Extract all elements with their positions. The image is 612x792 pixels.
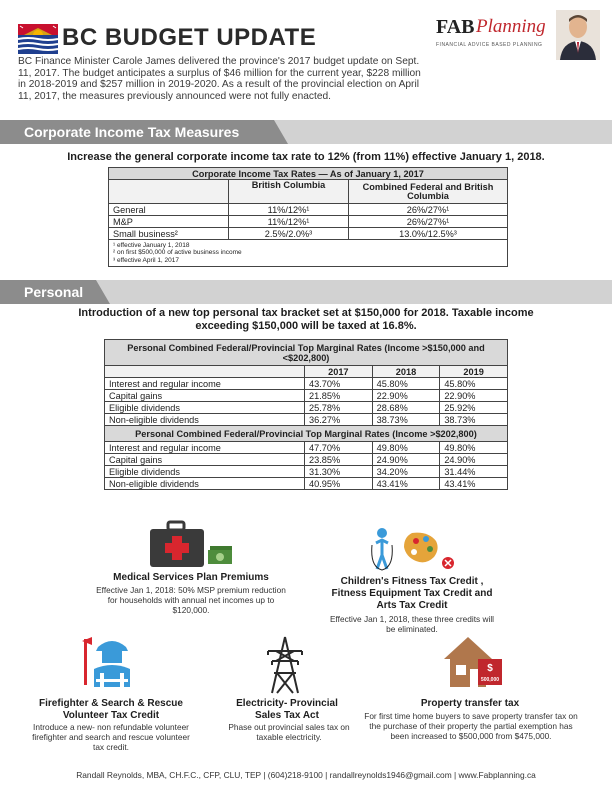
rate-2019: 22.90%: [440, 390, 508, 402]
row-combined-value: 26%/27%¹: [349, 216, 508, 228]
personal-table-title-2: Personal Combined Federal/Provincial Top Marginal Rates (Income >$202,800): [105, 426, 508, 442]
row-label: Non-eligible dividends: [105, 478, 305, 490]
row-bc-value: 11%/12%¹: [229, 204, 349, 216]
row-label: Interest and regular income: [105, 378, 305, 390]
row-bc-value: 2.5%/2.0%³: [229, 228, 349, 240]
rate-2018: 28.68%: [372, 402, 440, 414]
rate-2017: 47.70%: [305, 442, 373, 454]
logo-planning-text: Planning: [476, 16, 546, 37]
table-row: [105, 478, 508, 490]
rate-2018: 22.90%: [372, 390, 440, 402]
table-row: [105, 414, 508, 426]
corporate-header-combined: Combined Federal and British Columbia: [349, 180, 508, 204]
corporate-table-notes: [109, 240, 508, 267]
row-bc-value: 11%/12%¹: [229, 216, 349, 228]
table-row: [105, 390, 508, 402]
electricity-title: Electricity- Provincial Sales Tax Act: [236, 698, 338, 721]
personal-tax-table: [104, 339, 508, 490]
rate-2018: 38.73%: [372, 414, 440, 426]
table-row: [109, 216, 508, 228]
table-row: [109, 228, 508, 240]
footnote: ³ effective April 1, 2017: [113, 256, 180, 264]
rate-2018: 34.20%: [372, 466, 440, 478]
msp-body: Effective Jan 1, 2018: 50% MSP premium reduction for households with annual net incomes up to $120,000.: [96, 585, 286, 615]
rate-2017: 21.85%: [305, 390, 373, 402]
intro-paragraph: BC Finance Minister Carole James delivered the province's 2017 budget update on Sept. 11, 2017. The budget anticipates a surplus of $46 million for the current year, $228 million in 2018-2019 and $257 million in 2019-2020. As a result of the provincial election on April 11, 2017, the measures previously announced were not fully enacted.: [18, 56, 421, 102]
footnote: ² on first $500,000 of active business income: [113, 249, 242, 257]
rate-2018: 24.90%: [372, 454, 440, 466]
row-label: Capital gains: [105, 454, 305, 466]
row-label: Small business²: [109, 228, 229, 240]
table-row: [105, 378, 508, 390]
row-label: M&P: [109, 216, 229, 228]
rate-2019: 31.44%: [440, 466, 508, 478]
footnote: ¹ effective January 1, 2018: [113, 242, 190, 249]
electricity-body: Phase out provincial sales tax on taxable electricity.: [228, 722, 350, 742]
table-row: [105, 442, 508, 454]
row-label: General: [109, 204, 229, 216]
advisor-photo-icon: [556, 10, 600, 60]
rate-2017: 36.27%: [305, 414, 373, 426]
corporate-lead: Increase the general corporate income tax rate to 12% (from 11%) effective January 1, 2018.: [67, 151, 545, 163]
corporate-table-title: Corporate Income Tax Rates — As of January 1, 2017: [109, 168, 508, 180]
year-header: 2017: [305, 366, 373, 378]
row-label: Eligible dividends: [105, 402, 305, 414]
corporate-tax-table: [108, 167, 508, 267]
rate-2019: 38.73%: [440, 414, 508, 426]
personal-lead: Introduction of a new top personal tax bracket set at $150,000 for 2018. Taxable income exceeding $150,000 will be taxed at 16.8%.: [78, 307, 534, 332]
medical-kit-icon: [148, 520, 234, 568]
section-heading-personal: Personal: [24, 284, 84, 300]
footer-contact: Randall Reynolds, MBA, CH.F.C., CFP, CLU, TEP | (604)218-9100 | randallreynolds1946@gmail.com | www.Fabplanning.ca: [76, 770, 536, 780]
firefighter-title: Firefighter & Search & Rescue Volunteer Tax Credit: [39, 698, 183, 721]
rate-2018: 43.41%: [372, 478, 440, 490]
msp-title: Medical Services Plan Premiums: [113, 572, 269, 583]
rate-2019: 43.41%: [440, 478, 508, 490]
fitness-body: Effective Jan 1, 2018, these three credits will be eliminated.: [329, 614, 495, 634]
logo-fab-text: FAB: [436, 16, 475, 38]
rate-2019: 24.90%: [440, 454, 508, 466]
rate-2019: 49.80%: [440, 442, 508, 454]
rate-2017: 25.78%: [305, 402, 373, 414]
power-tower-icon: [264, 635, 306, 695]
corporate-header-blank: [109, 180, 229, 204]
rate-2017: 40.95%: [305, 478, 373, 490]
rate-2017: 23.85%: [305, 454, 373, 466]
page-title: BC BUDGET UPDATE: [62, 24, 317, 51]
year-header: 2018: [372, 366, 440, 378]
personal-table-title-1: Personal Combined Federal/Provincial Top Marginal Rates (Income >$150,000 and <$202,800): [105, 340, 508, 366]
rate-2017: 43.70%: [305, 378, 373, 390]
fab-planning-logo: [428, 10, 600, 60]
property-body: For first time home buyers to save property transfer tax on the purchase of their property the partial exemption has been increased to $500,000 from $475,000.: [364, 711, 578, 741]
rate-2018: 49.80%: [372, 442, 440, 454]
table-row: [105, 454, 508, 466]
corporate-header-bc: British Columbia: [229, 180, 349, 204]
property-title: Property transfer tax: [420, 698, 520, 709]
fitness-arts-icon: [368, 527, 458, 571]
price-tag-sign: $: [487, 663, 493, 674]
row-label: Interest and regular income: [105, 442, 305, 454]
firefighter-body: Introduce a new- non refundable volunteer firefighter and search and rescue volunteer tax credit.: [32, 722, 190, 752]
firefighter-icon: [82, 635, 138, 689]
row-combined-value: 13.0%/12.5%³: [349, 228, 508, 240]
table-row: [109, 204, 508, 216]
table-row: [105, 402, 508, 414]
house-price-icon: [440, 633, 504, 691]
table-row: [105, 466, 508, 478]
row-label: Non-eligible dividends: [105, 414, 305, 426]
rate-2019: 45.80%: [440, 378, 508, 390]
logo-tagline: FINANCIAL ADVICE BASED PLANNING: [436, 42, 543, 48]
price-tag-amount: 500,000: [480, 677, 500, 683]
section-heading-corporate: Corporate Income Tax Measures: [24, 124, 240, 140]
year-header: 2019: [440, 366, 508, 378]
row-combined-value: 26%/27%¹: [349, 204, 508, 216]
rate-2018: 45.80%: [372, 378, 440, 390]
bc-flag-icon: [18, 24, 58, 54]
rate-2017: 31.30%: [305, 466, 373, 478]
rate-2019: 25.92%: [440, 402, 508, 414]
fitness-title: Children's Fitness Tax Credit , Fitness Equipment Tax Credit and Arts Tax Credit: [331, 576, 493, 611]
personal-header-blank: [105, 366, 305, 378]
row-label: Capital gains: [105, 390, 305, 402]
row-label: Eligible dividends: [105, 466, 305, 478]
